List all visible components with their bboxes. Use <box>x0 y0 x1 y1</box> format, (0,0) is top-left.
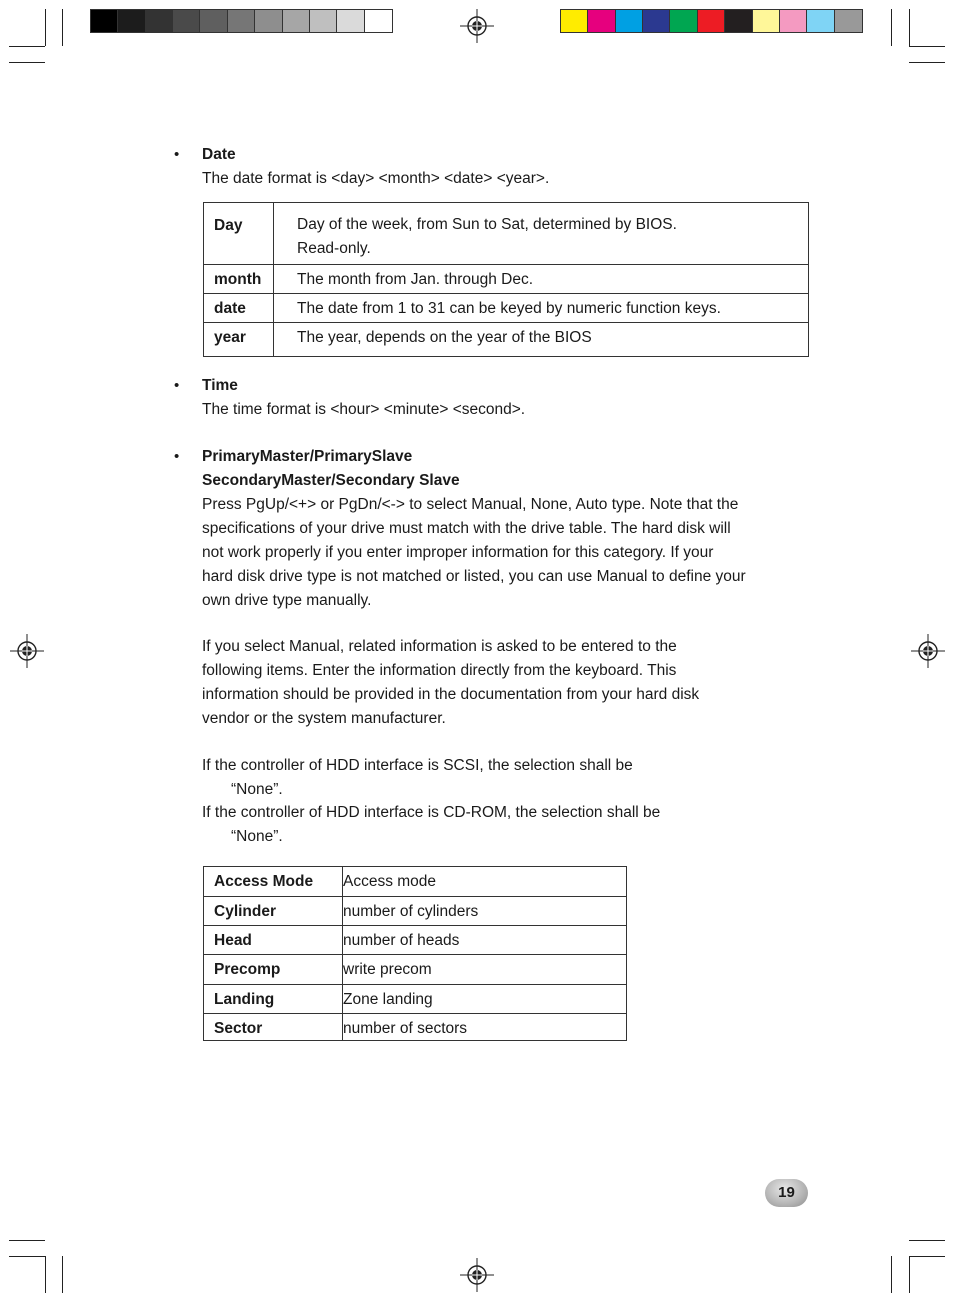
calibration-swatch <box>807 10 834 32</box>
paragraph-line: hard disk drive type is not matched or listed, you can use Manual to define your <box>202 568 746 585</box>
table-row <box>204 1014 627 1041</box>
date-fields-table <box>203 202 809 357</box>
table-key: Sector <box>204 1014 343 1041</box>
calibration-swatch <box>643 10 670 32</box>
drive-parameters-table <box>203 866 627 1041</box>
calibration-swatch <box>725 10 752 32</box>
registration-mark-icon <box>10 634 44 668</box>
scsi-note: If the controller of HDD interface is SCSI, the selection shall be <box>202 757 633 774</box>
table-row <box>204 985 627 1014</box>
calibration-swatch <box>200 10 227 32</box>
table-desc: The date from 1 to 31 can be keyed by numeric function keys. <box>274 294 809 323</box>
calibration-swatch <box>588 10 615 32</box>
color-calibration-bar <box>560 9 863 33</box>
table-desc: Zone landing <box>343 985 627 1014</box>
section-title-secondary: SecondaryMaster/Secondary Slave <box>202 472 460 489</box>
table-desc: write precom <box>343 955 627 985</box>
paragraph-line: If you select Manual, related information is asked to be entered to the <box>202 638 677 655</box>
page-number-badge: 19 <box>765 1179 808 1207</box>
bullet: • <box>174 377 180 394</box>
table-row <box>204 294 809 323</box>
calibration-swatch <box>146 10 173 32</box>
table-desc <box>274 203 809 265</box>
scsi-note-value: “None”. <box>231 781 283 798</box>
table-row <box>204 203 809 265</box>
table-row <box>204 323 809 357</box>
table-row <box>204 955 627 985</box>
bullet: • <box>174 146 180 163</box>
paragraph-line: specifications of your drive must match with the drive table. The hard disk will <box>202 520 731 537</box>
calibration-swatch <box>255 10 282 32</box>
table-key: Head <box>204 926 343 955</box>
table-key: year <box>204 323 274 357</box>
calibration-swatch <box>283 10 310 32</box>
paragraph-line: not work properly if you enter improper information for this category. If your <box>202 544 714 561</box>
table-key: Precomp <box>204 955 343 985</box>
table-desc: number of heads <box>343 926 627 955</box>
cdrom-note-value: “None”. <box>231 828 283 845</box>
section-title-time: Time <box>202 377 238 394</box>
table-desc: Access mode <box>343 867 627 897</box>
paragraph-line: following items. Enter the information directly from the keyboard. This <box>202 662 677 679</box>
table-key: Cylinder <box>204 897 343 926</box>
calibration-swatch <box>670 10 697 32</box>
calibration-swatch <box>173 10 200 32</box>
manual-info-paragraph <box>202 635 808 731</box>
bullet: • <box>174 448 180 465</box>
paragraph-line: own drive type manually. <box>202 592 372 609</box>
cdrom-note: If the controller of HDD interface is CD-ROM, the selection shall be <box>202 804 661 821</box>
table-key: Day <box>204 203 274 265</box>
calibration-swatch <box>561 10 588 32</box>
section-title-date: Date <box>202 146 236 163</box>
table-desc: number of cylinders <box>343 897 627 926</box>
paragraph-line: information should be provided in the documentation from your hard disk <box>202 686 700 703</box>
table-desc: The year, depends on the year of the BIOS <box>274 323 809 357</box>
table-desc: number of sectors <box>343 1014 627 1041</box>
table-row <box>204 897 627 926</box>
calibration-swatch <box>698 10 725 32</box>
table-key: Access Mode <box>204 867 343 897</box>
table-row <box>204 926 627 955</box>
calibration-swatch <box>616 10 643 32</box>
table-row <box>204 265 809 294</box>
calibration-swatch <box>835 10 862 32</box>
calibration-swatch <box>228 10 255 32</box>
time-format-text: The time format is <hour> <minute> <second>. <box>202 401 526 418</box>
table-key: month <box>204 265 274 294</box>
table-desc-line: Read-only. <box>297 240 371 257</box>
calibration-swatch <box>780 10 807 32</box>
table-desc: The month from Jan. through Dec. <box>274 265 809 294</box>
drive-type-paragraph <box>202 493 808 613</box>
registration-mark-icon <box>460 9 494 43</box>
registration-mark-icon <box>460 1258 494 1292</box>
calibration-swatch <box>310 10 337 32</box>
calibration-swatch <box>118 10 145 32</box>
registration-mark-icon <box>911 634 945 668</box>
table-desc-line: Day of the week, from Sun to Sat, determined by BIOS. <box>297 216 677 233</box>
paragraph-line: vendor or the system manufacturer. <box>202 710 446 727</box>
paragraph-line: Press PgUp/<+> or PgDn/<-> to select Manual, None, Auto type. Note that the <box>202 496 739 513</box>
calibration-swatch <box>337 10 364 32</box>
calibration-swatch <box>365 10 392 32</box>
grayscale-calibration-bar <box>90 9 393 33</box>
calibration-swatch <box>91 10 118 32</box>
section-title-primary: PrimaryMaster/PrimarySlave <box>202 448 413 465</box>
calibration-swatch <box>753 10 780 32</box>
table-key: Landing <box>204 985 343 1014</box>
table-row <box>204 867 627 897</box>
table-key: date <box>204 294 274 323</box>
date-format-text: The date format is <day> <month> <date> <year>. <box>202 170 550 187</box>
